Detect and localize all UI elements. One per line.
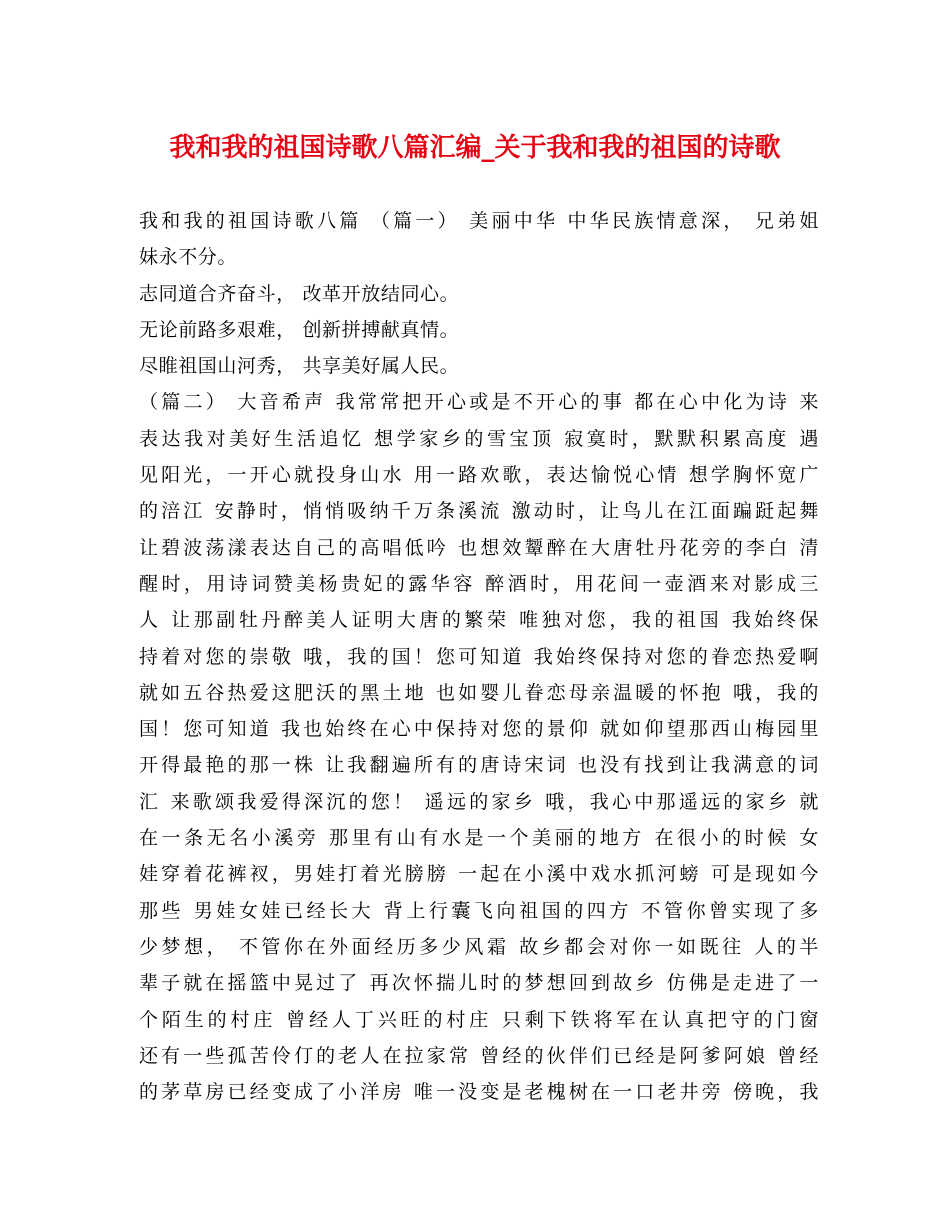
text-line: 那些 男娃女娃已经长大 背上行囊飞向祖国的四方 不管你曾实现了多 [139,899,819,922]
text-line: 在一条无名小溪旁 那里有山有水是一个美丽的地方 在很小的时候 女 [139,827,819,850]
document-title: 我和我的祖国诗歌八篇汇编_关于我和我的祖国的诗歌 [169,133,781,163]
text-line: （篇二） 大音希声 我常常把开心或是不开心的事 都在心中化为诗 来 [139,391,819,414]
text-line: 还有一些孤苦伶仃的老人在拉家常 曾经的伙伴们已经是阿爹阿娘 曾经 [139,1044,819,1067]
text-line: 汇 来歌颂我爱得深沉的您！ 遥远的家乡 哦，我心中那遥远的家乡 就 [139,790,819,813]
text-line: 让碧波荡漾表达自己的高唱低吟 也想效颦醉在大唐牡丹花旁的李白 清 [139,536,819,559]
text-line: 开得最艳的那一株 让我翻遍所有的唐诗宋词 也没有找到让我满意的词 [139,754,819,777]
text-line: 娃穿着花裤衩，男娃打着光膀膀 一起在小溪中戏水抓河螃 可是现如今 [139,863,819,886]
text-line: 的涪江 安静时，悄悄吸纳千万条溪流 激动时，让鸟儿在江面蹁跹起舞 [139,500,819,523]
text-line: 少梦想， 不管你在外面经历多少风霜 故乡都会对你一如既往 人的半 [139,935,819,958]
text-line: 就如五谷热爱这肥沃的黑土地 也如婴儿眷恋母亲温暖的怀抱 哦，我的 [139,681,819,704]
text-line: 辈子就在摇篮中晃过了 再次怀揣儿时的梦想回到故乡 仿佛是走进了一 [139,972,819,995]
text-line: 无论前路多艰难， 创新拼搏献真情。 [139,318,460,341]
text-line: 见阳光，一开心就投身山水 用一路欢歌，表达愉悦心情 想学胸怀宽广 [139,464,819,487]
text-line: 尽睢祖国山河秀， 共享美好属人民。 [139,355,460,378]
text-line: 人 让那副牡丹醉美人证明大唐的繁荣 唯独对您，我的祖国 我始终保 [139,609,819,632]
text-line: 志同道合齐奋斗， 改革开放结同心。 [139,282,460,305]
text-line: 个陌生的村庄 曾经人丁兴旺的村庄 只剩下铁将军在认真把守的门窗 [139,1008,819,1031]
document-body [139,203,819,1110]
text-line: 持着对您的崇敬 哦，我的国！您可知道 我始终保持对您的眷恋热爱啊 [139,645,819,668]
text-line: 妹永不分。 [139,246,238,269]
text-line: 的茅草房已经变成了小洋房 唯一没变是老槐树在一口老井旁 傍晚，我 [139,1081,819,1104]
text-line: 醒时，用诗词赞美杨贵妃的露华容 醉酒时，用花间一壶酒来对影成三 [139,572,819,595]
text-line: 国！您可知道 我也始终在心中保持对您的景仰 就如仰望那西山梅园里 [139,718,819,741]
text-line: 我和我的祖国诗歌八篇 （篇一） 美丽中华 中华民族情意深， 兄弟姐 [139,210,819,232]
text-line: 表达我对美好生活追忆 想学家乡的雪宝顶 寂寞时，默默积累高度 遇 [139,427,819,450]
